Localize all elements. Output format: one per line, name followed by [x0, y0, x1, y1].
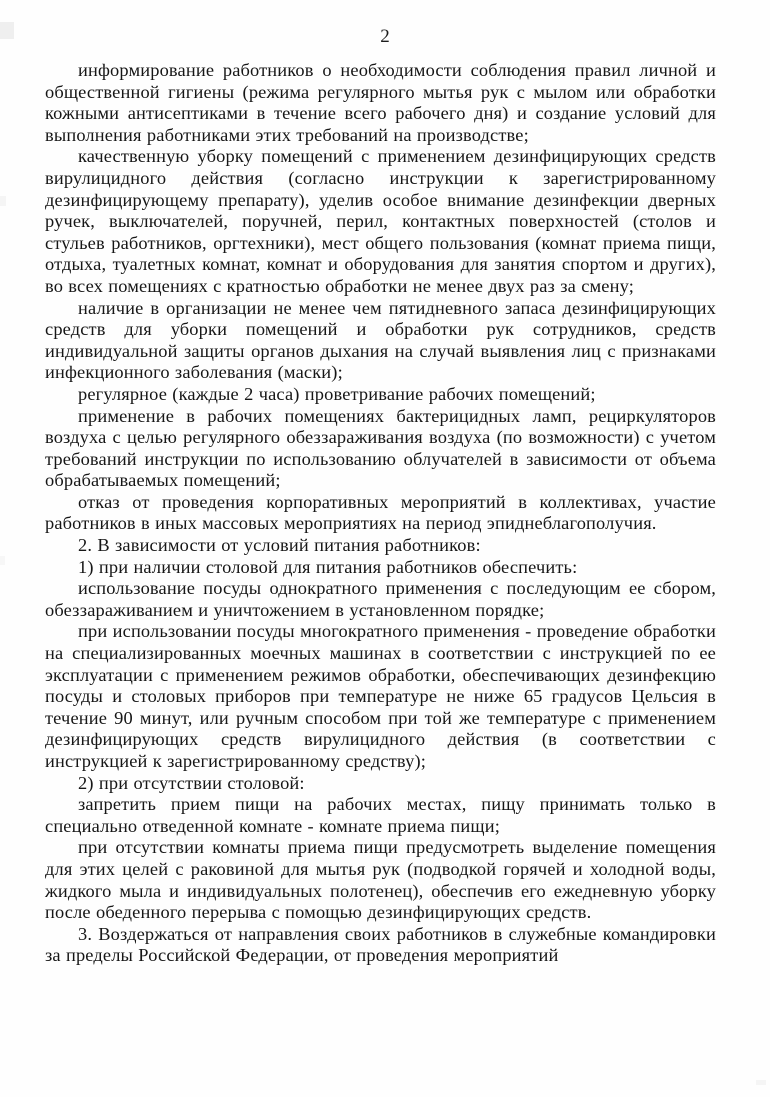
scan-artifact: [0, 556, 5, 565]
paragraph-quality-cleaning: качественную уборку помещений с применением дезинфицирующих средств вирулицидного действия (согласно инструкции к зарегистрированному дезинфицирующему препарату), уделив особое внимание дезинфекции дверных ручек, выключателей, поручней, перил, контактных поверхностей (столов и стульев работников, оргтехники), мест общего пользования (комнат приема пищи, отдыха, туалетных комнат, комнат и оборудования для занятия спортом и других), во всех помещениях с кратностью обработки не менее двух раз за смену;: [45, 146, 716, 296]
page-number: 2: [380, 26, 390, 47]
paragraph-ventilation: регулярное (каждые 2 часа) проветривание рабочих помещений;: [78, 383, 596, 404]
document-body: [45, 60, 716, 967]
paragraph-bactericidal-lamps: применение в рабочих помещениях бактерицидных ламп, рециркуляторов воздуха с целью регулярного обеззараживания воздуха (по возможности) с учетом требований инструкции по использованию облучателей в зависимости от объема обрабатываемых помещений;: [45, 405, 716, 491]
paragraph-single-use-tableware: использование посуды однократного применения с последующим ее сбором, обеззараживанием и уничтожением в установленном порядке;: [45, 578, 716, 620]
paragraph-subitem-2-no-canteen: 2) при отсутствии столовой:: [78, 772, 305, 793]
paragraph-item-3-business-trips: 3. Воздержаться от направления своих работников в служебные командировки за пределы Российской Федерации, от проведения мероприятий: [45, 923, 716, 966]
paragraph-no-corporate-events: отказ от проведения корпоративных мероприятий в коллективах, участие работников в иных массовых мероприятиях на период эпиднеблагополучия.: [45, 491, 716, 534]
paragraph-reusable-tableware: при использовании посуды многократного применения - проведение обработки на специализированных моечных машинах в соответствии с инструкцией по ее эксплуатации с применением режимов обработки, обеспечивающих дезинфекцию посуды и столовых приборов при температуре не ниже 65 градусов Цельсия в течение 90 минут, или ручным способом при той же температуре с применением дезинфицирующих средств вирулицидного действия (в соответствии с инструкцией к зарегистрированному средству);: [45, 621, 716, 771]
paragraph-no-eating-at-workplace: запретить прием пищи на рабочих местах, пищу принимать только в специально отведенной комнате - комнате приема пищи;: [45, 794, 716, 836]
paragraph-disinfectant-stock: наличие в организации не менее чем пятидневного запаса дезинфицирующих средств для уборки помещений и обработки рук сотрудников, средств индивидуальной защиты органов дыхания на случай выявления лиц с признаками инфекционного заболевания (маски);: [45, 297, 716, 383]
paragraph-subitem-1-canteen: 1) при наличии столовой для питания работников обеспечить:: [78, 556, 578, 577]
paragraph-informing-workers: информирование работников о необходимости соблюдения правил личной и общественной гигиены (режима регулярного мытья рук с мылом или обработки кожными антисептиками в течение всего рабочего дня) и создание условий для выполнения работниками этих требований на производстве;: [45, 60, 716, 145]
paragraph-eating-room-requirements: при отсутствии комнаты приема пищи предусмотреть выделение помещения для этих целей с раковиной для мытья рук (подводкой горячей и холодной воды, жидкого мыла и индивидуальных полотенец), обеспечив его ежедневную уборку после обеденного перерыва с помощью дезинфицирующих средств.: [45, 837, 716, 923]
scan-artifact: [756, 1080, 766, 1085]
paragraph-item-2-heading: 2. В зависимости от условий питания работников:: [78, 535, 481, 556]
scan-artifact: [0, 196, 6, 206]
